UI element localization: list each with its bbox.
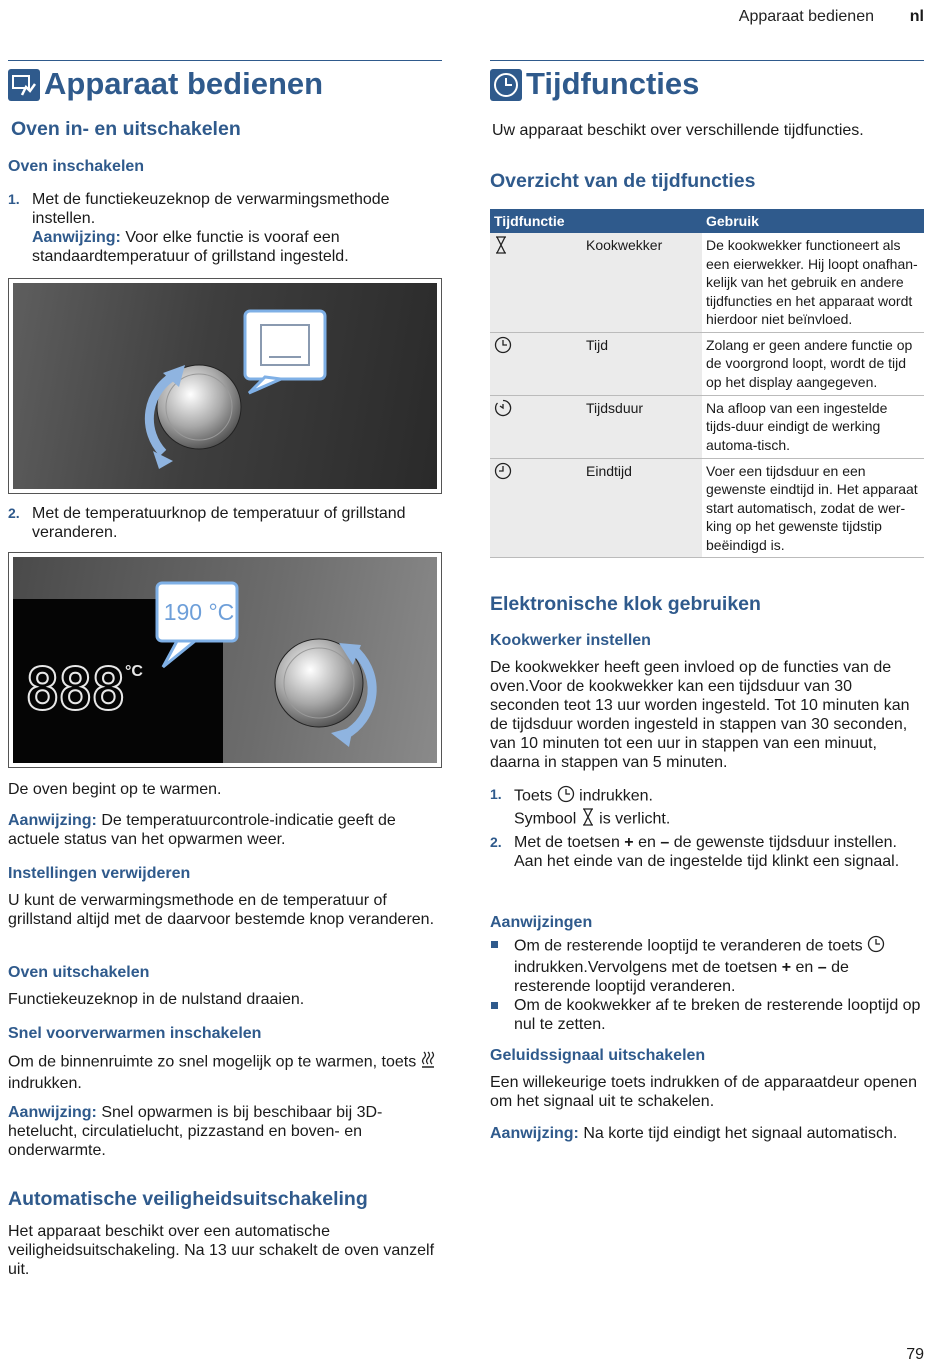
time-functions-heading-row <box>490 60 924 101</box>
time-functions-title: Tijdfuncties <box>526 66 700 101</box>
steps-temperature <box>8 504 442 542</box>
function-knob-illustration <box>13 283 437 489</box>
warming-text: De oven begint op te warmen. <box>8 781 222 798</box>
clock-key-icon <box>557 785 575 808</box>
running-header-title: Apparaat bedienen <box>738 8 874 25</box>
clock-heading-icon <box>490 69 522 101</box>
timer-step-2: 2. Met de toetsen + en – de gewenste tijdsduur instellen. Aan het einde van de ingestelde tijd klinkt een signaal. <box>490 834 900 870</box>
time-functions-intro: Uw apparaat beschikt over verschillende tijdfuncties. <box>492 122 864 139</box>
duration-icon <box>494 399 512 422</box>
timer-step-1: 1. Toets indrukken. Symbool is verlicht. <box>490 785 924 831</box>
step-2: 2. Met de temperatuurknop de temperatuur of grillstand veranderen. <box>8 505 406 541</box>
note-quick-preheat: Aanwijzing: Snel opwarmen is bij beschibaar bij 3D-hetelucht, circulatielucht, pizzastand en boven- en onderwarmte. <box>8 1104 383 1159</box>
step-1: 1. Met de functiekeuzeknop de verwarmingsmethode instellen. Aanwijzing: Voor elke functie is vooraf een standaardtemperatuur of grillstand ingesteld. <box>8 191 390 265</box>
heading-remove-settings: Instellingen verwijderen <box>8 865 191 882</box>
quick-preheat-text: Om de binnenruimte zo snel mogelijk op te warmen, toets indrukken. <box>8 1051 442 1093</box>
heading-oven-off: Oven uitschakelen <box>8 964 150 981</box>
table-header-function: Tijdfunctie <box>490 209 702 233</box>
section-title: Apparaat bedienen <box>44 66 324 101</box>
oven-off-text: Functiekeuzeknop in de nulstand draaien. <box>8 991 305 1008</box>
heading-notes: Aanwijzingen <box>490 914 593 931</box>
silence-signal-text: Een willekeurige toets indrukken of de apparaatdeur openen om het signaal uit te schakelen. <box>490 1074 917 1110</box>
table-row: Eindtijd Voer een tijdsduur en een gewenste eindtijd in. Het apparaat start automatisch, zodat de wer-king op het gewenste tijdstip beëindigd is. <box>490 458 924 558</box>
heading-oven-on-off: Oven in- en uitschakelen <box>11 118 241 140</box>
hand-operating-icon <box>8 69 40 101</box>
steps-on <box>8 190 442 266</box>
heading-quick-preheat: Snel voorverwarmen inschakelen <box>8 1025 262 1042</box>
list-item: Om de resterende looptijd te veranderen de toets indrukken.Vervolgens met de toetsen + en – de resterende looptijd veranderen. <box>490 935 924 996</box>
timer-steps <box>490 785 924 871</box>
function-knob-figure <box>8 278 442 494</box>
table-row: Kookwekker De kookwekker functioneert als een eierwekker. Hij loopt onafhan-kelijk van het gebruik en andere tijdfuncties en het apparaat wordt hierdoor niet beïnvloed. <box>490 233 924 332</box>
temperature-knob-figure <box>8 552 442 768</box>
display-unit: °C <box>125 663 143 680</box>
running-header-language: nl <box>909 8 924 25</box>
section-heading-row <box>8 60 442 101</box>
clock-key-icon <box>867 935 885 958</box>
heading-set-timer: Kookwerker instellen <box>490 632 651 649</box>
table-row: Tijdsduur Na afloop van een ingestelde tijds-duur eindigt de werking automa-tisch. <box>490 395 924 458</box>
note-temperature-indicator: Aanwijzing: De temperatuurcontrole-indicatie geeft de actuele status van het opwarmen weer. <box>8 812 396 848</box>
safety-shutoff-text: Het apparaat beschikt over een automatische veiligheidsuitschakeling. Na 13 uur schakelt de oven vanzelf uit. <box>8 1223 435 1278</box>
left-column <box>8 60 442 1278</box>
temperature-bubble-text: 190 °C <box>163 599 235 625</box>
heading-oven-on: Oven inschakelen <box>8 158 145 175</box>
heading-time-functions-overview: Overzicht van de tijdfuncties <box>490 170 756 192</box>
display-digits: 888 <box>25 655 124 723</box>
end-time-icon <box>494 462 512 485</box>
remove-settings-text: U kunt de verwarmingsmethode en de temperatuur of grillstand altijd met de daarvoor bestemde knop veranderen. <box>8 892 435 928</box>
right-column <box>490 60 924 1142</box>
table-header-use: Gebruik <box>702 209 924 233</box>
minus-key-icon: – <box>660 834 670 851</box>
timer-text: De kookwekker heeft geen invloed op de functies van de oven.Voor de kookwekker kan een tijdsduur van 30 seconden teot 13 uur worden ingesteld. Tot 10 minuten kan de tijdsduur worden ingesteld in stappen van 30 seconden, van 10 minuten tot een uur in stappen van een minuut, daarna in stappen van 5 minuten. <box>490 659 910 771</box>
list-item: Om de kookwekker af te breken de resterende looptijd op nul te zetten. <box>490 996 924 1034</box>
table-header-row <box>490 209 924 233</box>
heading-electronic-clock: Elektronische klok gebruiken <box>490 593 761 615</box>
page-number: 79 <box>906 1346 924 1363</box>
hourglass-icon <box>494 236 508 259</box>
clock-icon <box>494 336 512 359</box>
time-functions-table <box>490 209 924 558</box>
hourglass-symbol-icon <box>581 808 595 831</box>
plus-key-icon: + <box>624 834 634 851</box>
quick-heat-icon <box>421 1051 435 1074</box>
notes-list <box>490 935 924 1034</box>
minus-key-icon: – <box>817 959 827 976</box>
note-signal: Aanwijzing: Na korte tijd eindigt het signaal automatisch. <box>490 1125 898 1142</box>
table-row: Tijd Zolang er geen andere functie op de voorgrond loopt, wordt de tijd op het display aangegeven. <box>490 332 924 395</box>
plus-key-icon: + <box>781 959 792 976</box>
heading-silence-signal: Geluidssignaal uitschakelen <box>490 1047 706 1064</box>
heading-safety-shutoff: Automatische veiligheidsuitschakeling <box>8 1188 368 1210</box>
